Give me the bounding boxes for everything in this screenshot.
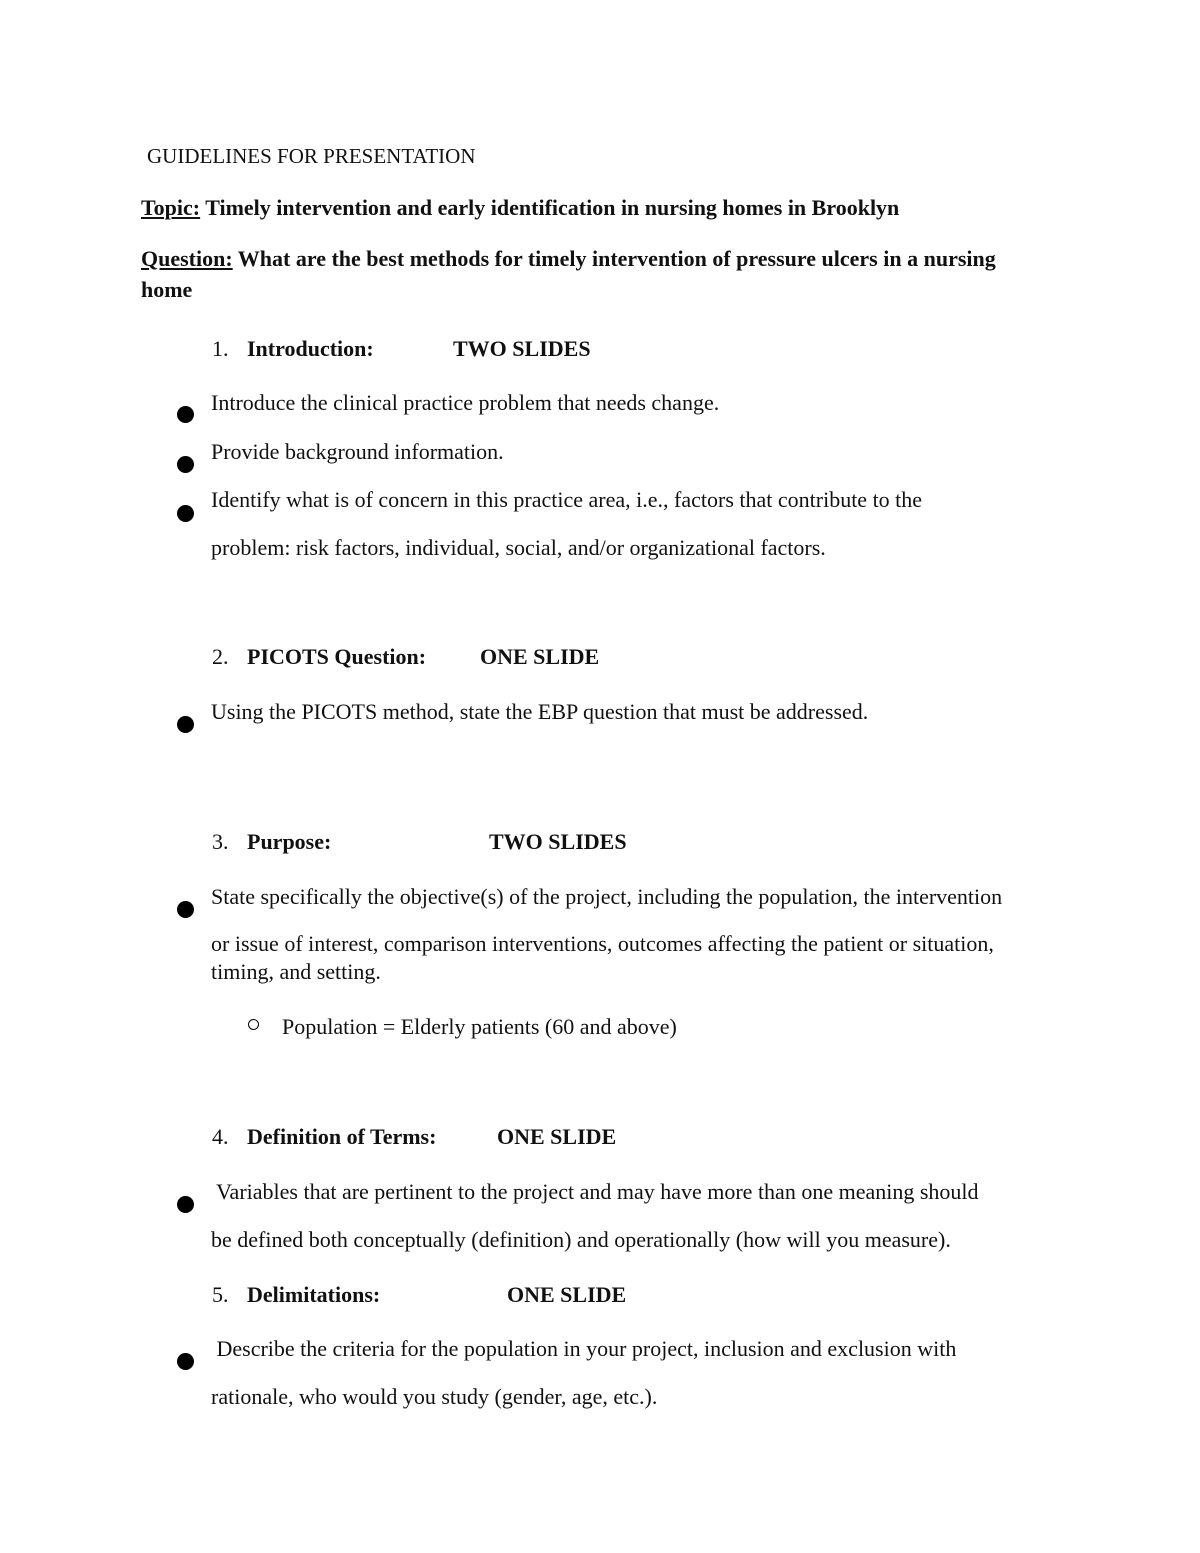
- section-slides: ONE SLIDE: [480, 644, 600, 669]
- bullet-text: Identify what is of concern in this practice area, i.e., factors that contribute to the: [211, 487, 923, 512]
- section-number: 3.: [212, 829, 229, 854]
- bullet-text-continued: be defined both conceptually (definition) and operationally (how will you measure).: [211, 1227, 951, 1252]
- question-line-1: [141, 246, 996, 272]
- topic-label: Topic:: [141, 195, 201, 220]
- section-heading: Delimitations:: [247, 1282, 381, 1307]
- bullet-dot-icon: [177, 505, 194, 522]
- question-text-1: What are the best methods for timely intervention of pressure ulcers in a nursing: [232, 246, 996, 271]
- bullet-text-continued: problem: risk factors, individual, social, and/or organizational factors.: [211, 535, 826, 560]
- sub-bullet-circle-icon: [248, 1019, 259, 1030]
- section-heading: PICOTS Question:: [247, 644, 427, 669]
- page-title: GUIDELINES FOR PRESENTATION: [147, 144, 476, 168]
- bullet-text: Provide background information.: [211, 439, 504, 464]
- section-slides: ONE SLIDE: [497, 1124, 617, 1149]
- section-heading: Purpose:: [247, 829, 332, 854]
- section-slides: ONE SLIDE: [507, 1282, 627, 1307]
- section-heading: Definition of Terms:: [247, 1124, 437, 1149]
- bullet-text-continued: rationale, who would you study (gender, age, etc.).: [211, 1384, 658, 1409]
- section-number: 1.: [212, 336, 229, 361]
- bullet-text: Describe the criteria for the population in your project, inclusion and exclusion with: [211, 1336, 957, 1361]
- bullet-dot-icon: [177, 716, 194, 733]
- section-number: 2.: [212, 644, 229, 669]
- bullet-text: State specifically the objective(s) of the project, including the population, the intervention: [211, 884, 1003, 909]
- bullet-text: Introduce the clinical practice problem that needs change.: [211, 390, 720, 415]
- section-slides: TWO SLIDES: [453, 336, 591, 361]
- section-slides: TWO SLIDES: [489, 829, 627, 854]
- bullet-dot-icon: [177, 456, 194, 473]
- section-number: 4.: [212, 1124, 229, 1149]
- bullet-dot-icon: [177, 406, 194, 423]
- question-label: Question:: [141, 246, 233, 271]
- bullet-text: Variables that are pertinent to the project and may have more than one meaning should: [211, 1179, 979, 1204]
- section-heading: Introduction:: [247, 336, 374, 361]
- sub-bullet-text: Population = Elderly patients (60 and above): [282, 1014, 677, 1039]
- bullet-dot-icon: [177, 1353, 194, 1370]
- bullet-dot-icon: [177, 1196, 194, 1213]
- bullet-text: Using the PICOTS method, state the EBP question that must be addressed.: [211, 699, 869, 724]
- section-number: 5.: [212, 1282, 229, 1307]
- bullet-text-continued: timing, and setting.: [211, 959, 381, 984]
- bullet-dot-icon: [177, 901, 194, 918]
- bullet-text-continued: or issue of interest, comparison interventions, outcomes affecting the patient or situation,: [211, 931, 994, 956]
- question-text-2: home: [141, 277, 193, 302]
- topic-text: Timely intervention and early identification in nursing homes in Brooklyn: [200, 195, 900, 220]
- topic-line: [141, 195, 899, 221]
